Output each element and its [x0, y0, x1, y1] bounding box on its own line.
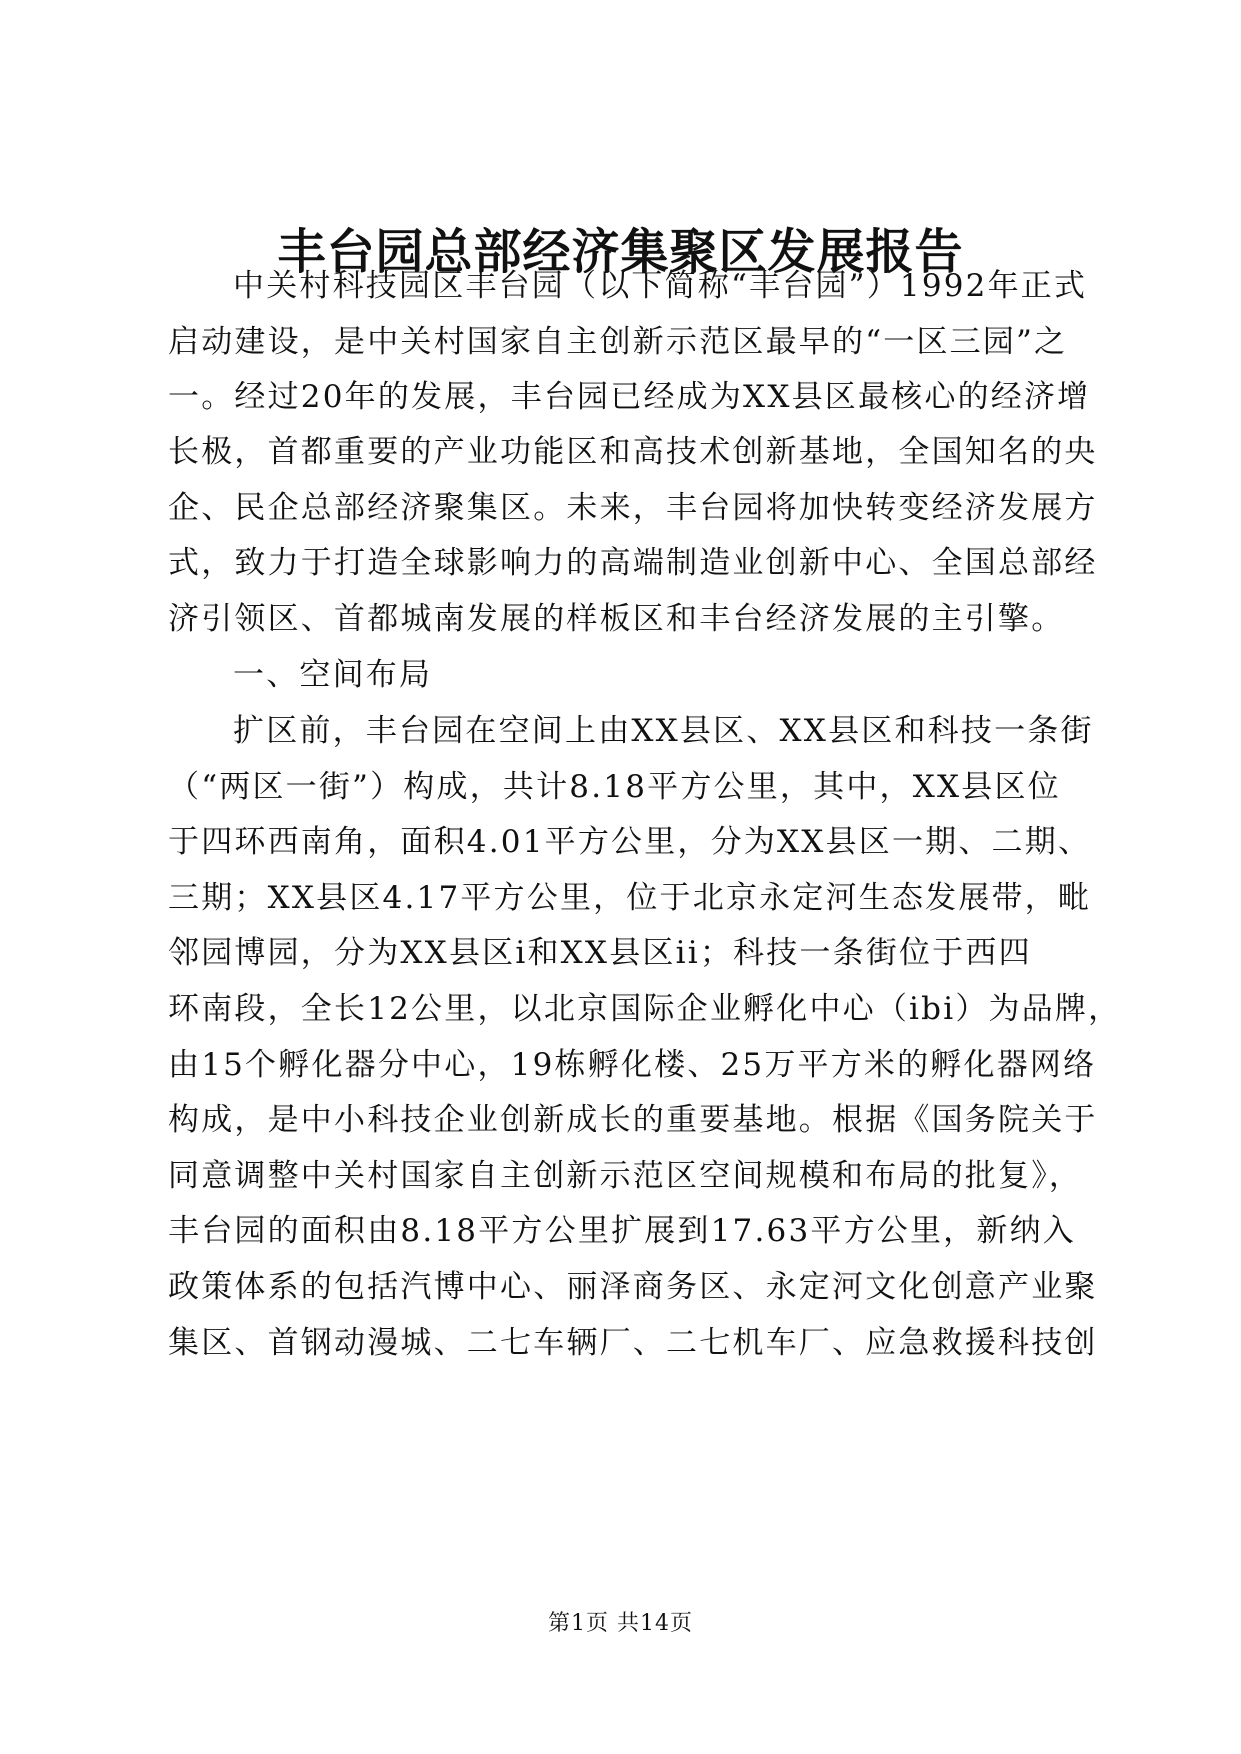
paragraph-line: 企、民企总部经济聚集区。未来，丰台园将加快转变经济发展方	[168, 490, 1098, 526]
paragraph-line: 集区、首钢动漫城、二七车辆厂、二七机车厂、应急救援科技创	[168, 1325, 1098, 1361]
paragraph-line: 一。经过20年的发展，丰台园已经成为XX县区最核心的经济增	[168, 379, 1091, 415]
paragraph-line: 由15个孵化器分中心，19栋孵化楼、25万平方米的孵化器网络	[168, 1047, 1097, 1083]
paragraph-line: 济引领区、首都城南发展的样板区和丰台经济发展的主引擎。	[168, 601, 1065, 637]
document-title: 丰台园总部经济集聚区发展报告	[277, 224, 964, 280]
paragraph-line: 同意调整中关村国家自主创新示范区空间规模和布局的批复》，	[168, 1158, 1083, 1194]
paragraph-line: 式，致力于打造全球影响力的高端制造业创新中心、全国总部经	[168, 545, 1098, 581]
paragraph-line: 三期；XX县区4.17平方公里，位于北京永定河生态发展带，毗	[168, 880, 1092, 916]
paragraph-line: 启动建设，是中关村国家自主创新示范区最早的“一区三园”之	[168, 324, 1068, 360]
paragraph-line: 长极，首都重要的产业功能区和高技术创新基地，全国知名的央	[168, 434, 1098, 470]
paragraph-line: 于四环西南角，面积4.01平方公里，分为XX县区一期、二期、	[168, 824, 1092, 860]
paragraph-line: 环南段，全长12公里，以北京国际企业孵化中心（ibi）为品牌，	[168, 991, 1122, 1027]
paragraph-line: 邻园博园，分为XX县区i和XX县区ii；科技一条街位于西四	[168, 935, 1032, 971]
paragraph-line: 丰台园的面积由8.18平方公里扩展到17.63平方公里，新纳入	[168, 1213, 1076, 1249]
page-footer: 第1页 共14页	[548, 1611, 693, 1636]
paragraph-line: 扩区前，丰台园在空间上由XX县区、XX县区和科技一条街	[233, 713, 1094, 749]
paragraph-line: 构成，是中小科技企业创新成长的重要基地。根据《国务院关于	[168, 1102, 1098, 1138]
paragraph-line: 政策体系的包括汽博中心、丽泽商务区、永定河文化创意产业聚	[168, 1269, 1098, 1305]
paragraph-line: 中关村科技园区丰台园（以下简称“丰台园”）1992年正式	[233, 268, 1088, 304]
section-heading: 一、空间布局	[233, 657, 433, 693]
paragraph-line: （“两区一街”）构成，共计8.18平方公里，其中，XX县区位	[168, 769, 1061, 805]
